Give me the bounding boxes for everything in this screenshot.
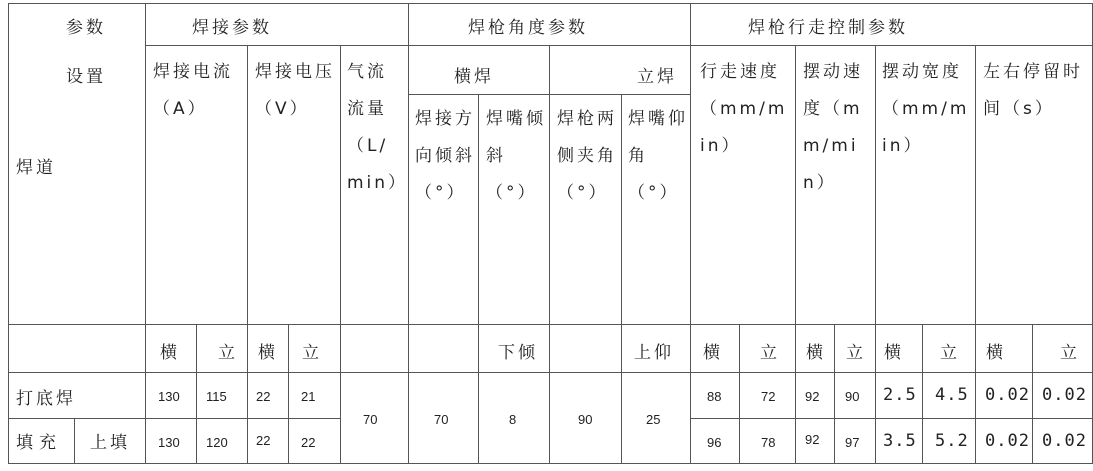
col-horizontal: 横焊 xyxy=(454,67,494,87)
cell-voltage-v: 21 xyxy=(301,389,316,404)
row-fill-sub-label: 上填 xyxy=(90,433,130,453)
cell-nozzle-tilt: 8 xyxy=(509,412,517,427)
col-travel-speed: 行走速度（mm/min） xyxy=(700,62,788,156)
cell-dwell-h: 0.02 xyxy=(985,385,1030,405)
cell-current-v: 115 xyxy=(206,389,227,404)
sub-dwell-h: 横 xyxy=(986,343,1006,363)
cell-swing-speed-h: 92 xyxy=(805,432,820,447)
cell-dwell-h: 0.02 xyxy=(985,431,1030,451)
col-side-angle: 焊枪两侧夹角（°） xyxy=(557,109,617,203)
cell-gas-flow: 70 xyxy=(363,412,378,427)
sub-travel-h: 横 xyxy=(703,343,723,363)
group-travel-control: 焊枪行走控制参数 xyxy=(748,18,908,38)
group-welding-params: 焊接参数 xyxy=(192,18,272,38)
col-dwell-time: 左右停留时间（s） xyxy=(983,62,1083,119)
cell-nozzle-elev: 25 xyxy=(646,412,661,427)
row-fill-label: 填充 xyxy=(16,433,62,453)
cell-travel-v: 72 xyxy=(761,389,776,404)
cell-swing-speed-h: 92 xyxy=(805,389,820,404)
corner-setting-label: 设置 xyxy=(66,67,106,87)
col-swing-speed: 摆动速度（mm/min） xyxy=(803,62,863,193)
sub-swing-width-h: 横 xyxy=(884,343,904,363)
col-gas-flow: 气流流量（L/min） xyxy=(347,62,409,193)
cell-swing-width-v: 4.5 xyxy=(935,385,969,405)
cell-current-v: 120 xyxy=(206,435,228,450)
cell-dwell-v: 0.02 xyxy=(1042,385,1087,405)
cell-voltage-v: 22 xyxy=(301,435,316,450)
cell-side-angle: 90 xyxy=(578,412,593,427)
cell-voltage-h: 22 xyxy=(256,389,271,404)
sub-dwell-v: 立 xyxy=(1060,343,1080,363)
cell-swing-speed-v: 90 xyxy=(845,389,860,404)
col-voltage: 焊接电压（V） xyxy=(255,62,335,119)
col-nozzle-tilt: 焊嘴倾斜（°） xyxy=(486,109,546,203)
corner-params-label: 参数 xyxy=(66,18,106,38)
col-nozzle-elev: 焊嘴仰角（°） xyxy=(628,109,688,203)
sub-voltage-v: 立 xyxy=(302,343,322,363)
col-swing-width: 摆动宽度（mm/min） xyxy=(882,62,970,156)
sub-current-h: 横 xyxy=(160,343,180,363)
cell-swing-width-v: 5.2 xyxy=(935,431,969,451)
cell-swing-width-h: 2.5 xyxy=(883,385,917,405)
col-vertical: 立焊 xyxy=(637,67,677,87)
cell-swing-width-h: 3.5 xyxy=(883,431,917,451)
cell-travel-v: 78 xyxy=(761,435,776,450)
group-torch-angle: 焊枪角度参数 xyxy=(468,18,588,38)
sub-swing-speed-v: 立 xyxy=(846,343,866,363)
sub-voltage-h: 横 xyxy=(258,343,278,363)
sub-swing-width-v: 立 xyxy=(940,343,960,363)
cell-current-h: 130 xyxy=(158,435,180,450)
cell-voltage-h: 22 xyxy=(256,433,271,448)
col-current: 焊接电流（A） xyxy=(153,62,233,119)
cell-dwell-v: 0.02 xyxy=(1042,431,1087,451)
cell-swing-speed-v: 97 xyxy=(845,435,860,450)
cell-current-h: 130 xyxy=(158,389,180,404)
corner-weld-pass-label: 焊道 xyxy=(16,158,56,178)
sub-swing-speed-h: 横 xyxy=(806,343,826,363)
sub-down-tilt: 下倾 xyxy=(498,343,538,363)
sub-current-v: 立 xyxy=(218,343,238,363)
cell-torch-dir-tilt: 70 xyxy=(434,412,449,427)
cell-travel-h: 88 xyxy=(707,389,722,404)
cell-travel-h: 96 xyxy=(707,435,722,450)
sub-up-tilt: 上仰 xyxy=(634,343,674,363)
row-root-label: 打底焊 xyxy=(16,389,76,409)
sub-travel-v: 立 xyxy=(760,343,780,363)
col-torch-dir-tilt: 焊接方向倾斜（°） xyxy=(415,109,475,203)
